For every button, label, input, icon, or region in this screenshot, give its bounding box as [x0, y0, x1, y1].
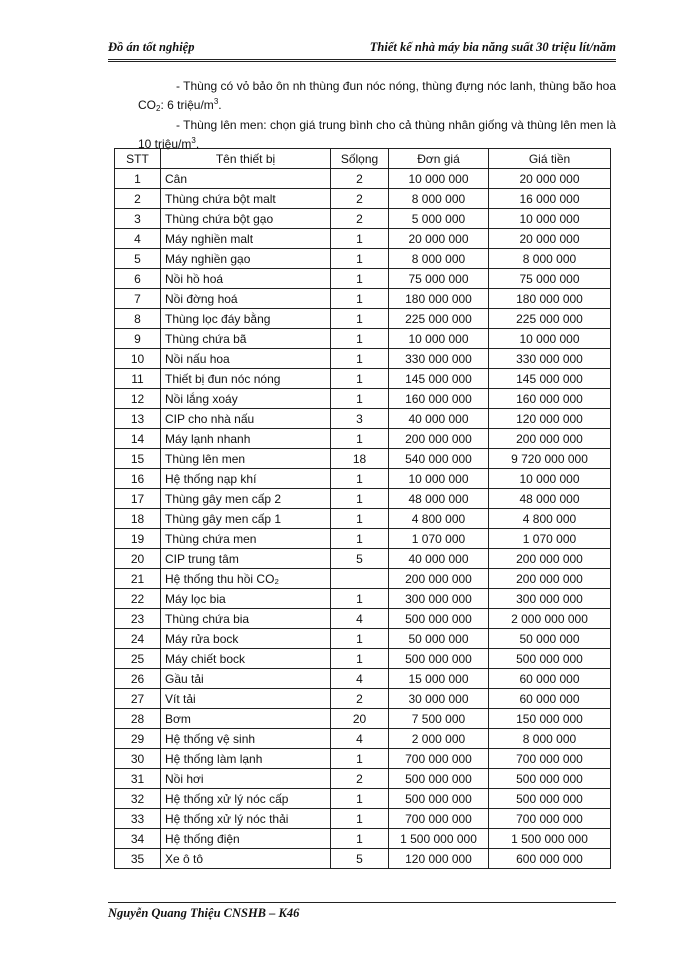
cell-quantity: 1: [331, 269, 389, 289]
header-total-price: Giá tiền: [489, 149, 611, 169]
cell-total-price: 60 000 000: [489, 669, 611, 689]
cell-unit-price: 10 000 000: [389, 469, 489, 489]
cell-equipment-name: Thiết bị đun nóc nóng: [161, 369, 331, 389]
cell-unit-price: 120 000 000: [389, 849, 489, 869]
cell-unit-price: 700 000 000: [389, 749, 489, 769]
table-row: [115, 409, 611, 429]
cell-stt: 27: [115, 689, 161, 709]
table-row: [115, 789, 611, 809]
cell-equipment-name: Hệ thống xử lý nóc cấp: [161, 789, 331, 809]
cell-equipment-name: Hệ thống nạp khí: [161, 469, 331, 489]
cell-quantity: 1: [331, 749, 389, 769]
table-row: [115, 729, 611, 749]
cell-total-price: 50 000 000: [489, 629, 611, 649]
cell-quantity: [331, 569, 389, 589]
cell-equipment-name: Nồi đờng hoá: [161, 289, 331, 309]
paragraph-co2-tail: : 6 triệu/m: [160, 98, 214, 112]
cell-stt: 2: [115, 189, 161, 209]
cell-unit-price: 1 500 000 000: [389, 829, 489, 849]
table-row: [115, 329, 611, 349]
cell-stt: 18: [115, 509, 161, 529]
table-row: [115, 589, 611, 609]
cell-stt: 21: [115, 569, 161, 589]
cell-stt: 9: [115, 329, 161, 349]
header-quantity: Sốlọng: [331, 149, 389, 169]
table-row: [115, 529, 611, 549]
table-row: [115, 829, 611, 849]
paragraph-co2-end: .: [218, 98, 222, 112]
cell-unit-price: 300 000 000: [389, 589, 489, 609]
cell-equipment-name: Thùng chứa men: [161, 529, 331, 549]
cell-total-price: 4 800 000: [489, 509, 611, 529]
cell-stt: 1: [115, 169, 161, 189]
cell-total-price: 1 070 000: [489, 529, 611, 549]
cell-total-price: 200 000 000: [489, 429, 611, 449]
cell-equipment-name: Nồi hơi: [161, 769, 331, 789]
cell-equipment-name: Nồi hồ hoá: [161, 269, 331, 289]
cell-quantity: 20: [331, 709, 389, 729]
cell-quantity: 2: [331, 189, 389, 209]
cell-unit-price: 5 000 000: [389, 209, 489, 229]
cell-unit-price: 30 000 000: [389, 689, 489, 709]
table-row: [115, 689, 611, 709]
paragraph-fermentation-tank: [138, 117, 616, 152]
cell-stt: 31: [115, 769, 161, 789]
cell-quantity: 1: [331, 529, 389, 549]
cell-total-price: 120 000 000: [489, 409, 611, 429]
table-row: [115, 509, 611, 529]
table-row: [115, 489, 611, 509]
table-row: [115, 629, 611, 649]
cell-equipment-name: Bơm: [161, 709, 331, 729]
cell-unit-price: 540 000 000: [389, 449, 489, 469]
cell-stt: 25: [115, 649, 161, 669]
cell-unit-price: 330 000 000: [389, 349, 489, 369]
cell-equipment-name: Thùng chứa bột gạo: [161, 209, 331, 229]
cell-equipment-name: Máy nghiền gạo: [161, 249, 331, 269]
cell-unit-price: 8 000 000: [389, 249, 489, 269]
header-equipment-name: Tên thiết bị: [161, 149, 331, 169]
cell-equipment-name: Hệ thống làm lạnh: [161, 749, 331, 769]
cell-quantity: 4: [331, 609, 389, 629]
cell-equipment-name: CIP cho nhà nấu: [161, 409, 331, 429]
cell-total-price: 10 000 000: [489, 209, 611, 229]
cell-stt: 15: [115, 449, 161, 469]
cell-quantity: 1: [331, 349, 389, 369]
cell-total-price: 180 000 000: [489, 289, 611, 309]
cell-unit-price: 7 500 000: [389, 709, 489, 729]
cell-equipment-name: Nồi nấu hoa: [161, 349, 331, 369]
table-row: [115, 349, 611, 369]
cell-total-price: 500 000 000: [489, 789, 611, 809]
footer-divider: [108, 902, 616, 903]
cell-equipment-name: Hệ thống điện: [161, 829, 331, 849]
cell-stt: 10: [115, 349, 161, 369]
cell-equipment-name: Máy nghiền malt: [161, 229, 331, 249]
cell-total-price: 75 000 000: [489, 269, 611, 289]
cell-total-price: 700 000 000: [489, 809, 611, 829]
cell-stt: 23: [115, 609, 161, 629]
cell-unit-price: 10 000 000: [389, 169, 489, 189]
cell-equipment-name: Xe ô tô: [161, 849, 331, 869]
paragraph-fermentation-text: - Thùng lên men: chọn giá trung bình cho cả thùng nhân giống và thùng lên men là 10 triệu/m: [138, 118, 616, 151]
cell-stt: 16: [115, 469, 161, 489]
cell-equipment-name: Nồi lắng xoáy: [161, 389, 331, 409]
table-row: [115, 309, 611, 329]
table-row: [115, 389, 611, 409]
table-row: [115, 669, 611, 689]
cell-quantity: 1: [331, 489, 389, 509]
cell-quantity: 5: [331, 849, 389, 869]
cell-unit-price: 10 000 000: [389, 329, 489, 349]
cell-total-price: 300 000 000: [489, 589, 611, 609]
cell-unit-price: 40 000 000: [389, 549, 489, 569]
cell-unit-price: 1 070 000: [389, 529, 489, 549]
cell-quantity: 1: [331, 429, 389, 449]
cell-quantity: 18: [331, 449, 389, 469]
table-row: [115, 549, 611, 569]
cell-stt: 30: [115, 749, 161, 769]
cell-stt: 32: [115, 789, 161, 809]
cell-equipment-name: Máy lọc bia: [161, 589, 331, 609]
cell-total-price: 200 000 000: [489, 569, 611, 589]
table-row: [115, 469, 611, 489]
cell-total-price: 500 000 000: [489, 649, 611, 669]
cell-total-price: 20 000 000: [489, 169, 611, 189]
table-row: [115, 809, 611, 829]
paragraph-co2-tank: [138, 78, 616, 117]
cell-equipment-name: Thùng gây men cấp 1: [161, 509, 331, 529]
table-row: [115, 249, 611, 269]
table-row: [115, 769, 611, 789]
cell-equipment-name: Gầu tải: [161, 669, 331, 689]
cell-stt: 4: [115, 229, 161, 249]
cell-quantity: 1: [331, 289, 389, 309]
cell-total-price: 16 000 000: [489, 189, 611, 209]
cell-stt: 3: [115, 209, 161, 229]
cell-quantity: 1: [331, 329, 389, 349]
table-row: [115, 289, 611, 309]
table-row: [115, 749, 611, 769]
cell-total-price: 1 500 000 000: [489, 829, 611, 849]
cell-unit-price: 500 000 000: [389, 769, 489, 789]
cell-quantity: 2: [331, 689, 389, 709]
cell-equipment-name: Thùng chứa bột malt: [161, 189, 331, 209]
cell-total-price: 330 000 000: [489, 349, 611, 369]
cell-equipment-name: Hệ thống xử lý nóc thải: [161, 809, 331, 829]
cell-total-price: 8 000 000: [489, 729, 611, 749]
cell-stt: 34: [115, 829, 161, 849]
paragraph-co2-text: - Thùng có vỏ bảo ôn nh thùng đun nóc nóng, thùng đựng nóc lanh, thùng bão hoa CO: [138, 79, 616, 112]
cell-unit-price: 4 800 000: [389, 509, 489, 529]
cell-unit-price: 20 000 000: [389, 229, 489, 249]
table-row: [115, 649, 611, 669]
cell-quantity: 2: [331, 209, 389, 229]
header-right-title: Thiết kế nhà máy bia năng suất 30 triệu lít/năm: [369, 40, 616, 54]
table-row: [115, 369, 611, 389]
cell-total-price: 150 000 000: [489, 709, 611, 729]
cell-stt: 7: [115, 289, 161, 309]
cell-quantity: 2: [331, 169, 389, 189]
table-row: [115, 609, 611, 629]
cell-equipment-name: Thùng gây men cấp 2: [161, 489, 331, 509]
cell-stt: 26: [115, 669, 161, 689]
cell-stt: 5: [115, 249, 161, 269]
cell-quantity: 1: [331, 629, 389, 649]
cell-unit-price: 700 000 000: [389, 809, 489, 829]
cell-quantity: 1: [331, 389, 389, 409]
cell-stt: 19: [115, 529, 161, 549]
cell-quantity: 4: [331, 729, 389, 749]
cubic-superscript: 3: [191, 136, 196, 145]
cell-equipment-name: Hệ thống thu hồi CO₂: [161, 569, 331, 589]
cell-total-price: 20 000 000: [489, 229, 611, 249]
cell-stt: 24: [115, 629, 161, 649]
cell-stt: 6: [115, 269, 161, 289]
cell-equipment-name: Thùng chứa bã: [161, 329, 331, 349]
cell-quantity: 1: [331, 789, 389, 809]
cell-quantity: 1: [331, 829, 389, 849]
page-footer: Nguyễn Quang Thiệu CNSHB – K46: [108, 906, 300, 920]
cell-total-price: 225 000 000: [489, 309, 611, 329]
cell-equipment-name: Hệ thống vệ sinh: [161, 729, 331, 749]
cell-total-price: 8 000 000: [489, 249, 611, 269]
table-row: [115, 269, 611, 289]
table-row: [115, 189, 611, 209]
cell-stt: 35: [115, 849, 161, 869]
table-row: [115, 169, 611, 189]
table-row: [115, 429, 611, 449]
equipment-cost-table: [114, 148, 611, 869]
cell-quantity: 1: [331, 649, 389, 669]
cell-quantity: 5: [331, 549, 389, 569]
cell-stt: 29: [115, 729, 161, 749]
cell-unit-price: 145 000 000: [389, 369, 489, 389]
cell-stt: 22: [115, 589, 161, 609]
cell-total-price: 160 000 000: [489, 389, 611, 409]
cell-equipment-name: Thùng lên men: [161, 449, 331, 469]
cell-quantity: 1: [331, 809, 389, 829]
cell-quantity: 1: [331, 469, 389, 489]
cell-equipment-name: Thùng chứa bia: [161, 609, 331, 629]
cell-total-price: 145 000 000: [489, 369, 611, 389]
cell-total-price: 48 000 000: [489, 489, 611, 509]
co2-subscript: 2: [156, 104, 161, 113]
cell-unit-price: 500 000 000: [389, 649, 489, 669]
cell-unit-price: 200 000 000: [389, 569, 489, 589]
page-header: [108, 40, 616, 60]
cell-stt: 33: [115, 809, 161, 829]
cell-quantity: 1: [331, 249, 389, 269]
paragraph-fermentation-end: .: [195, 137, 200, 151]
cell-unit-price: 200 000 000: [389, 429, 489, 449]
cell-unit-price: 50 000 000: [389, 629, 489, 649]
cell-equipment-name: Máy rửa bock: [161, 629, 331, 649]
header-left-title: Đồ án tốt nghiệp: [108, 40, 195, 54]
cell-unit-price: 180 000 000: [389, 289, 489, 309]
cell-quantity: 1: [331, 369, 389, 389]
cell-equipment-name: Máy lạnh nhanh: [161, 429, 331, 449]
cell-equipment-name: Máy chiết bock: [161, 649, 331, 669]
cell-unit-price: 500 000 000: [389, 609, 489, 629]
cell-unit-price: 15 000 000: [389, 669, 489, 689]
cell-unit-price: 75 000 000: [389, 269, 489, 289]
cell-total-price: 9 720 000 000: [489, 449, 611, 469]
cell-stt: 12: [115, 389, 161, 409]
cell-equipment-name: Thùng lọc đáy bằng: [161, 309, 331, 329]
table-row: [115, 449, 611, 469]
cell-unit-price: 8 000 000: [389, 189, 489, 209]
cell-stt: 13: [115, 409, 161, 429]
table-row: [115, 849, 611, 869]
cell-total-price: 10 000 000: [489, 469, 611, 489]
cell-total-price: 600 000 000: [489, 849, 611, 869]
cell-total-price: 10 000 000: [489, 329, 611, 349]
table-row: [115, 709, 611, 729]
cell-stt: 20: [115, 549, 161, 569]
cell-quantity: 1: [331, 229, 389, 249]
cell-total-price: 500 000 000: [489, 769, 611, 789]
cell-stt: 14: [115, 429, 161, 449]
cell-quantity: 1: [331, 509, 389, 529]
cell-stt: 28: [115, 709, 161, 729]
cell-quantity: 1: [331, 309, 389, 329]
cell-quantity: 1: [331, 589, 389, 609]
header-unit-price: Đơn giá: [389, 149, 489, 169]
header-divider: [108, 59, 616, 62]
cell-unit-price: 40 000 000: [389, 409, 489, 429]
cell-equipment-name: Cân: [161, 169, 331, 189]
table-row: [115, 569, 611, 589]
table-header-row: [115, 149, 611, 169]
cell-unit-price: 2 000 000: [389, 729, 489, 749]
table-body: [115, 169, 611, 869]
cell-total-price: 200 000 000: [489, 549, 611, 569]
cell-quantity: 2: [331, 769, 389, 789]
cell-total-price: 60 000 000: [489, 689, 611, 709]
table-row: [115, 229, 611, 249]
cell-stt: 11: [115, 369, 161, 389]
cell-unit-price: 160 000 000: [389, 389, 489, 409]
cell-quantity: 4: [331, 669, 389, 689]
cell-quantity: 3: [331, 409, 389, 429]
cell-unit-price: 48 000 000: [389, 489, 489, 509]
table-row: [115, 209, 611, 229]
cell-stt: 8: [115, 309, 161, 329]
cubic-superscript: 3: [213, 97, 219, 106]
cell-unit-price: 225 000 000: [389, 309, 489, 329]
cell-stt: 17: [115, 489, 161, 509]
cell-total-price: 700 000 000: [489, 749, 611, 769]
cell-unit-price: 500 000 000: [389, 789, 489, 809]
header-stt: STT: [115, 149, 161, 169]
cell-equipment-name: CIP trung tâm: [161, 549, 331, 569]
cell-equipment-name: Vít tải: [161, 689, 331, 709]
cell-total-price: 2 000 000 000: [489, 609, 611, 629]
